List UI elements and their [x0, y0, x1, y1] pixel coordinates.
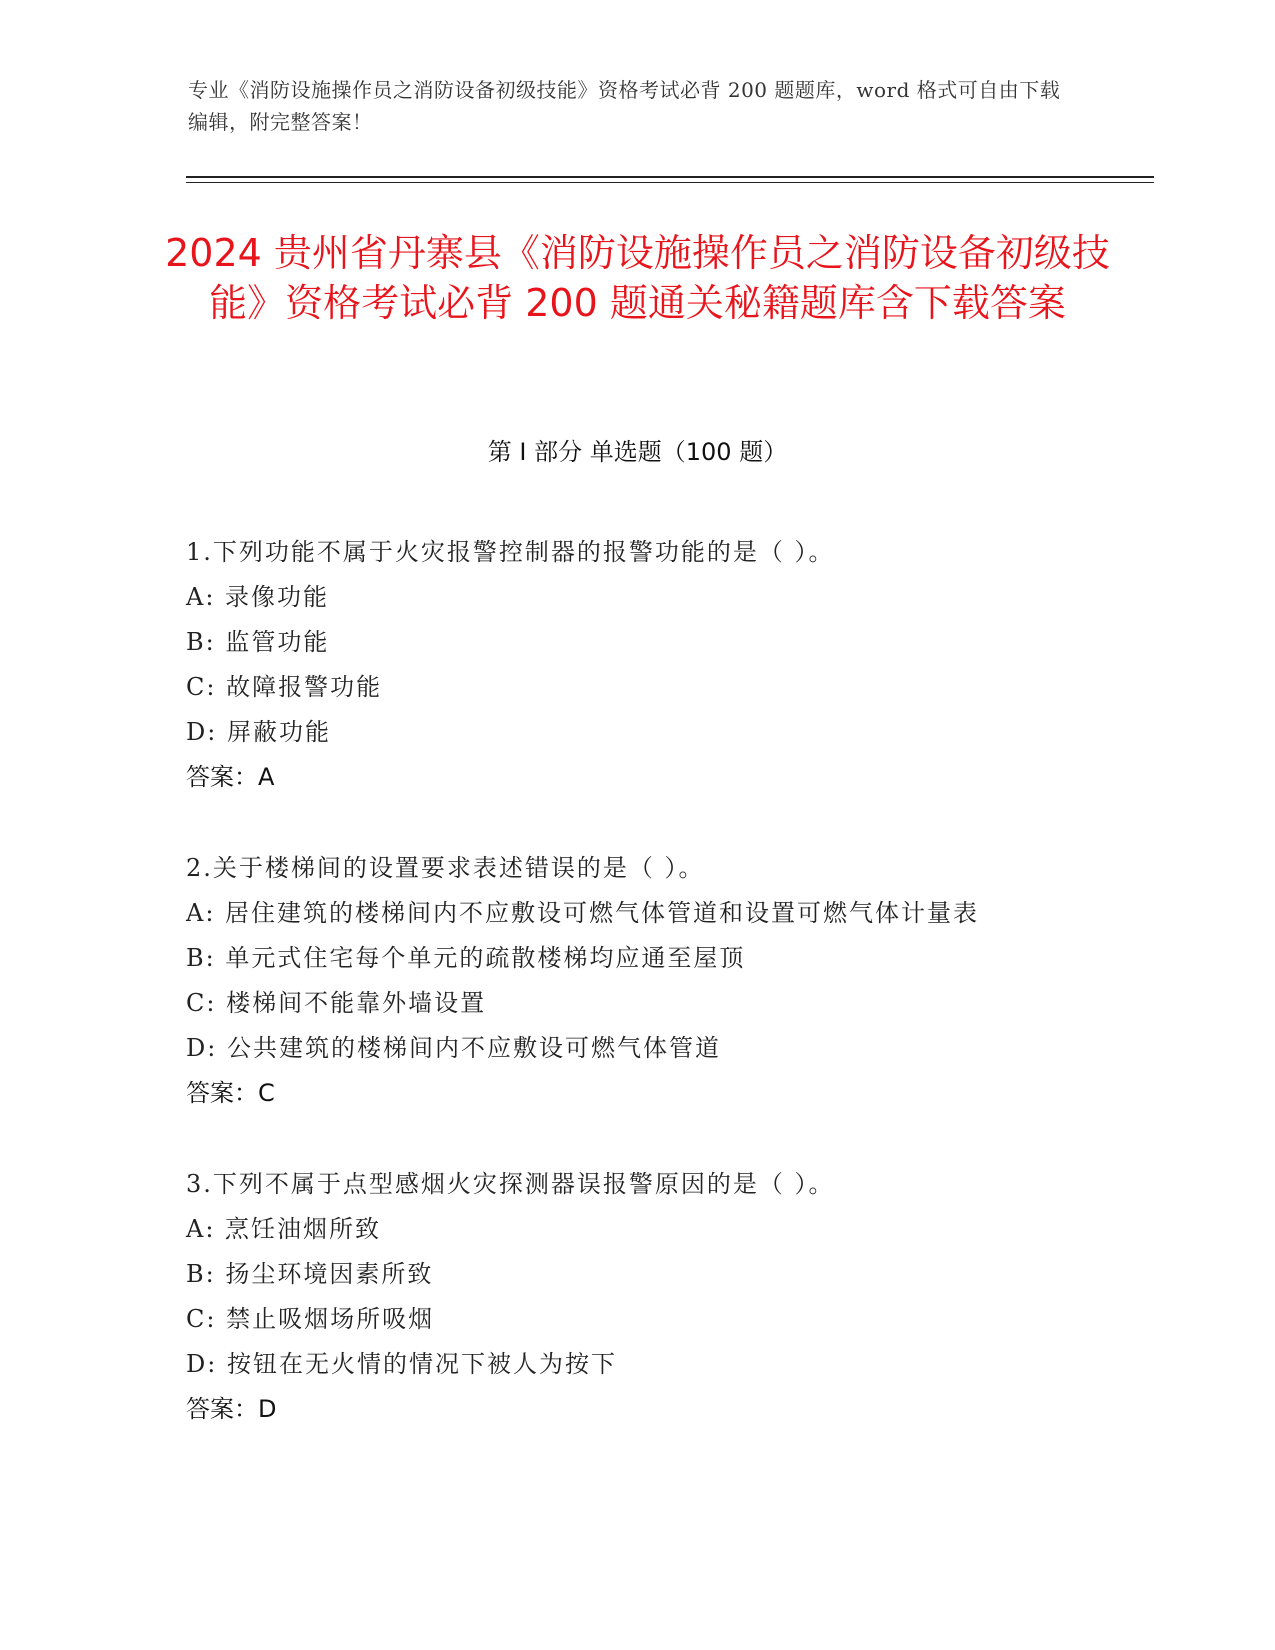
header-note: 专业《消防设施操作员之消防设备初级技能》资格考试必背 200 题题库，word 格式可自由下载编辑，附完整答案！ — [188, 78, 1061, 134]
question-stem: 3.下列不属于点型感烟火灾探测器误报警原因的是（ ）。 — [186, 1170, 835, 1198]
option-c: C: 楼梯间不能靠外墙设置 — [186, 989, 487, 1017]
question-stem: 1.下列功能不属于火灾报警控制器的报警功能的是（ ）。 — [186, 538, 835, 566]
option-c: C: 禁止吸烟场所吸烟 — [186, 1305, 435, 1333]
question-item — [186, 846, 1086, 1116]
option-c: C: 故障报警功能 — [186, 673, 383, 701]
document-title: 2024 贵州省丹寨县《消防设施操作员之消防设备初级技能》资格考试必背 200 题通关秘籍题库含下载答案 — [165, 231, 1110, 325]
question-list — [186, 530, 1086, 1478]
option-b: B: 单元式住宅每个单元的疏散楼梯均应通至屋顶 — [186, 944, 746, 972]
option-b: B: 扬尘环境因素所致 — [186, 1260, 434, 1288]
option-a: A: 烹饪油烟所致 — [186, 1215, 382, 1243]
header-divider-thin — [186, 182, 1154, 183]
answer-label: 答案：D — [186, 1395, 277, 1423]
option-d: D: 按钮在无火情的情况下被人为按下 — [186, 1350, 617, 1378]
option-d: D: 屏蔽功能 — [186, 718, 331, 746]
question-item — [186, 1162, 1086, 1432]
option-a: A: 居住建筑的楼梯间内不应敷设可燃气体管道和设置可燃气体计量表 — [186, 899, 980, 927]
option-d: D: 公共建筑的楼梯间内不应敷设可燃气体管道 — [186, 1034, 721, 1062]
header-divider-thick — [186, 176, 1154, 178]
answer-label: 答案：C — [186, 1079, 275, 1107]
option-b: B: 监管功能 — [186, 628, 330, 656]
question-stem: 2.关于楼梯间的设置要求表述错误的是（ ）。 — [186, 854, 705, 882]
answer-label: 答案：A — [186, 763, 275, 791]
section-title: 第 I 部分 单选题（100 题） — [487, 438, 788, 466]
question-item — [186, 530, 1086, 800]
option-a: A: 录像功能 — [186, 583, 330, 611]
